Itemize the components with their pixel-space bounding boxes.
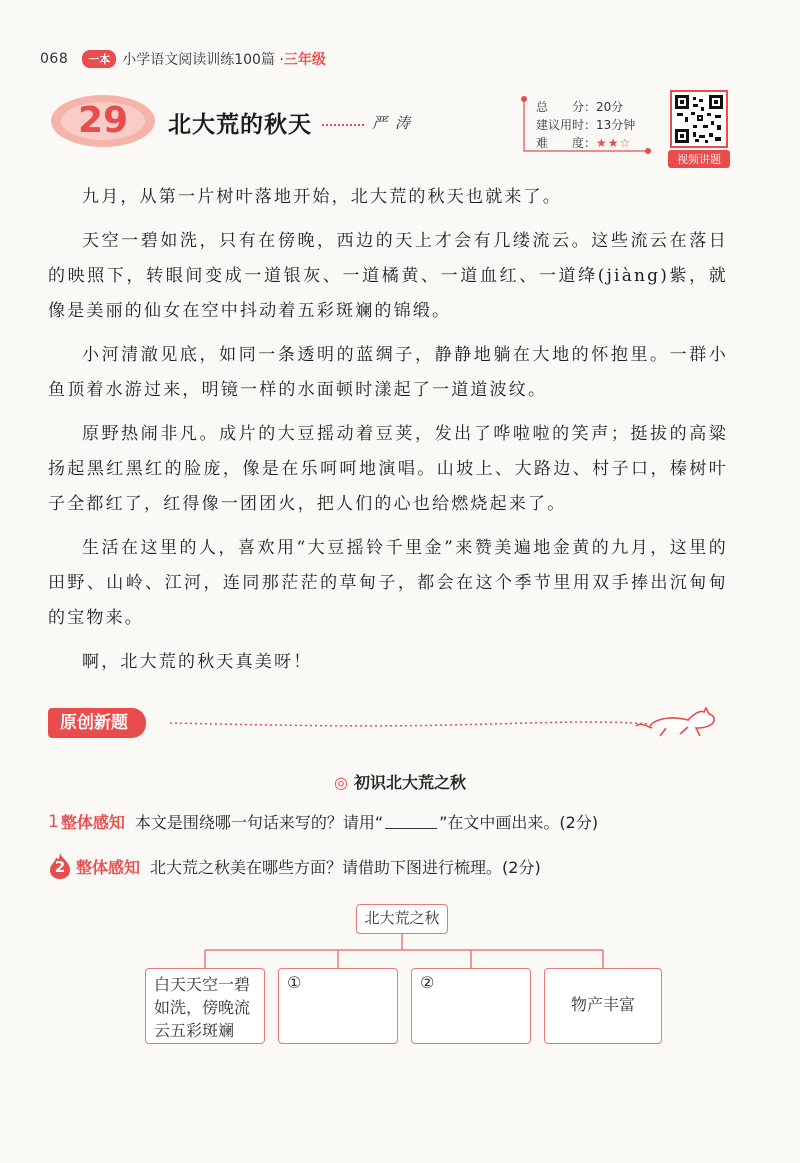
paragraph-1: 九月，从第一片树叶落地开始，北大荒的秋天也就来了。: [82, 187, 562, 207]
diagram-root-node: 北大荒之秋: [356, 904, 448, 934]
book-title: 小学语文阅读训练100篇 ·: [122, 52, 284, 68]
info-box: [516, 95, 658, 157]
difficulty-label: 难 度：: [536, 136, 597, 150]
question-2: [48, 852, 541, 880]
section-subheading: [0, 770, 800, 793]
difficulty-stars: ★★☆: [596, 136, 632, 150]
page-number: 068: [40, 51, 69, 67]
info-difficulty: [536, 134, 631, 151]
question-2-text: 北大荒之秋美在哪些方面？请借助下图进行梳理。(2分): [150, 857, 541, 877]
lesson-author: 严涛: [372, 114, 419, 132]
qr-code[interactable]: [670, 90, 728, 148]
running-cat-icon: [636, 708, 714, 736]
info-suggested-time: 建议用时：13分钟: [536, 118, 636, 132]
question-1: [48, 810, 598, 833]
section-banner: 原创新题: [48, 708, 146, 738]
diagram-branch-sky: 白天天空一碧如洗，傍晚流云五彩斑斓: [145, 968, 265, 1044]
paragraph-5: 生活在这里的人，喜欢用“大豆摇铃千里金”来赞美遍地金黄的九月，这里的田野、山岭、江河，连同那茫茫的草甸子，都会在这个季节里用双手捧出沉甸甸的宝物来。: [48, 538, 728, 628]
question-1-category: 整体感知: [60, 813, 125, 832]
target-icon: ◎: [334, 773, 348, 792]
paragraph-3: 小河清澈见底，如同一条透明的蓝绸子，静静地躺在大地的怀抱里。一群小鱼顶着水游过来，明镜一样的水面顿时漾起了一道道波纹。: [48, 345, 728, 400]
diagram-branch-products: 物产丰富: [544, 968, 662, 1044]
series-badge: 一本: [82, 50, 116, 68]
info-total-score: 总 分：20分: [536, 100, 624, 114]
question-1-text-before: 本文是围绕哪一句话来写的？请用“: [134, 813, 384, 832]
qr-code-icon: [675, 95, 723, 143]
question-1-text-after: ”在文中画出来。(2分): [439, 813, 599, 832]
lesson-number-badge: [48, 92, 158, 150]
page-header: [40, 48, 326, 70]
diagram-branch-answer-1[interactable]: ①: [278, 968, 398, 1044]
diagram-branch-answer-2[interactable]: ②: [411, 968, 531, 1044]
reading-passage: [48, 180, 728, 680]
mind-map-diagram: [0, 900, 800, 1060]
flame-icon: [48, 852, 72, 880]
paragraph-2: 天空一碧如洗，只有在傍晚，西边的天上才会有几缕流云。这些流云在落日的映照下，转眼间变成一道银灰、一道橘黄、一道血红、一道绛(jiàng)紫，就像是美丽的仙女在空中抖动着五彩斑斓的锦缎。: [48, 231, 728, 321]
paragraph-6: 啊，北大荒的秋天真美呀！: [82, 652, 313, 672]
grade-label: 三年级: [283, 52, 326, 68]
question-2-category: 整体感知: [76, 857, 141, 877]
underline-blank: [385, 815, 437, 829]
paragraph-4: 原野热闹非凡。成片的大豆摇动着豆荚，发出了哗啦啦的笑声；挺拔的高粱扬起黑红黑红的脸庞，像是在乐呵呵地演唱。山坡上、大路边、村子口，榛树叶子全都红了，红得像一团团火，把人们的心也给燃烧起来了。: [48, 424, 728, 514]
title-divider: [322, 124, 364, 126]
lesson-title: 北大荒的秋天: [168, 112, 312, 138]
question-1-number: 1: [48, 811, 59, 832]
lesson-number: 29: [77, 100, 129, 141]
question-2-number: 2: [54, 858, 66, 876]
subheading-text: 初识北大荒之秋: [353, 773, 466, 792]
video-lesson-label[interactable]: 视频讲题: [668, 150, 730, 168]
